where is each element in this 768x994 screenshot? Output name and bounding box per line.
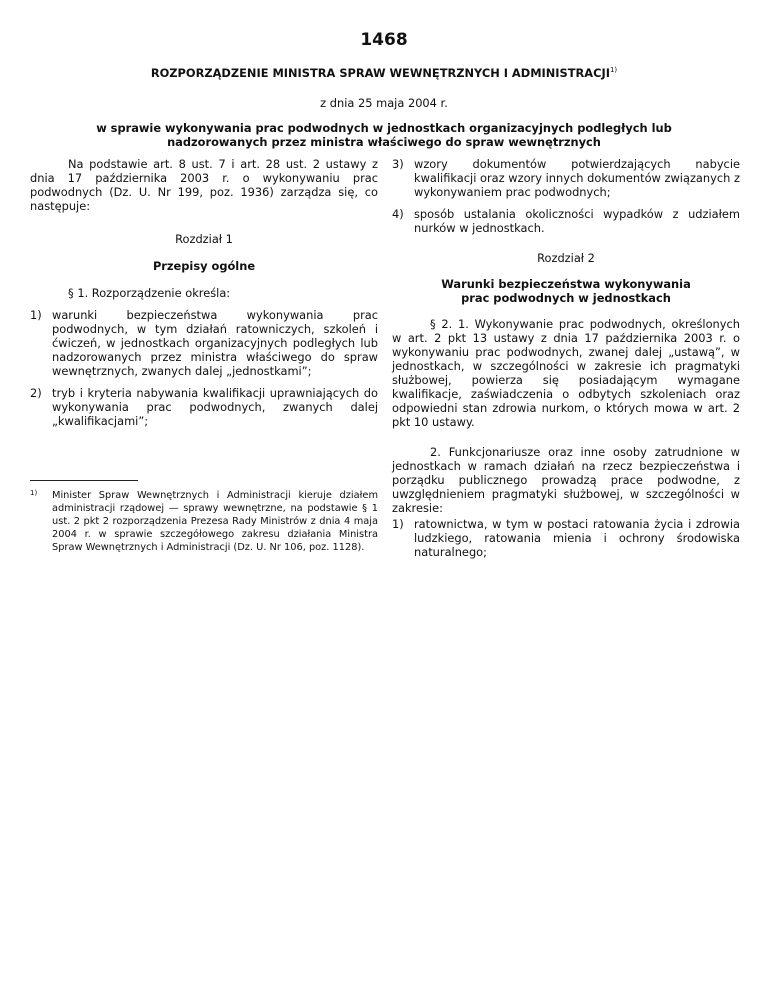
list-item-number: 2) [30,386,42,400]
regulation-title-text: ROZPORZĄDZENIE MINISTRA SPRAW WEWNĘTRZNYCH I ADMINISTRACJI [150,66,610,80]
chapter-2-heading: Rozdział 2 [537,251,595,265]
chapter-2-title-line2: prac podwodnych w jednostkach [461,291,671,305]
list-item-number: 4) [392,207,404,221]
footnote-number: 1) [30,489,38,497]
footnote [30,489,378,554]
list-item-text: tryb i kryteria nabywania kwalifikacji uprawniających do wykonywania prac podwodnych, zwanych dalej „kwalifikacjami”; [52,386,378,428]
left-column [30,157,378,554]
preamble: Na podstawie art. 8 ust. 7 i art. 28 ust. 2 ustawy z dnia 17 października 2003 r. o wykonywaniu prac podwodnych (Dz. U. Nr 199, poz. 1936) zarządza się, co następuje: [30,157,378,213]
list-item-text: warunki bezpieczeństwa wykonywania prac podwodnych, w tym działań ratowniczych, szkoleń i ćwiczeń, w jednostkach organizacyjnych podległych lub nadzorowanych przez ministra właściwego do spraw wewnętrznych, zwanych dalej „jednostkami”; [52,308,378,378]
regulation-subject: w sprawie wykonywania prac podwodnych w jednostkach organizacyjnych podległych lub nadzorowanych przez ministra właściwego do spraw wewnętrznych [96,121,672,149]
footnote-text: Minister Spraw Wewnętrznych i Administracji kieruje działem administracji rządowej — sprawy wewnętrzne, na podstawie § 1 ust. 2 pkt 2 rozporządzenia Prezesa Rady Ministrów z dnia 4 maja 2004 r. w sprawie szczegółowego zakresu działania Ministra Spraw Wewnętrznych i Administracji (Dz. U. Nr 106, poz. 1128). [52,490,378,553]
footnote-ref: 1) [609,66,618,75]
list-item-number: 3) [392,157,404,171]
list-item-number: 1) [30,308,42,322]
paragraph-2-2: 2. Funkcjonariusze oraz inne osoby zatrudnione w jednostkach w ramach działań na rzecz bezpieczeństwa i porządku publicznego prowadzą prace podwodne, z uwzględnieniem pragmatyki służbowej, w szczególności w zakresie: [392,445,740,515]
list-item-text: sposób ustalania okoliczności wypadków z udziałem nurków w jednostkach. [414,207,740,235]
list-item [30,308,378,378]
chapter-1-heading: Rozdział 1 [175,232,233,246]
regulation-title [0,66,768,80]
act-number: 1468 [360,30,408,50]
list-item-number: 1) [392,517,404,531]
list-item [392,207,740,235]
chapter-1-title: Przepisy ogólne [152,259,256,273]
list-item-text: ratownictwa, w tym w postaci ratowania życia i zdrowia ludzkiego, ratowania mienia i ochrony środowiska naturalnego; [414,517,740,559]
list-item-text: wzory dokumentów potwierdzających nabycie kwalifikacji oraz wzory innych dokumentów związanych z wykonywaniem prac podwodnych; [414,157,740,199]
footnote-divider [30,480,138,481]
right-column [392,157,740,559]
list-item [392,157,740,199]
chapter-2-title-line1: Warunki bezpieczeństwa wykonywania [441,277,691,291]
list-item [392,517,740,559]
list-item [30,386,378,428]
paragraph-1-intro: § 1. Rozporządzenie określa: [68,286,231,300]
paragraph-2-1: § 2. 1. Wykonywanie prac podwodnych, określonych w art. 2 pkt 13 ustawy z dnia 17 października 2003 r. o wykonywaniu prac podwodnych, zwanej dalej „ustawą”, w jednostkach, w szczególności w zakresie ich pragmatyki służbowej, powierza się posiadającym wymagane kwalifikacje, zaświadczenia o odbytych szkoleniach oraz odpowiedni stan zdrowia nurkom, o których mowa w art. 2 pkt 10 ustawy. [392,317,740,429]
regulation-date: z dnia 25 maja 2004 r. [320,96,448,110]
